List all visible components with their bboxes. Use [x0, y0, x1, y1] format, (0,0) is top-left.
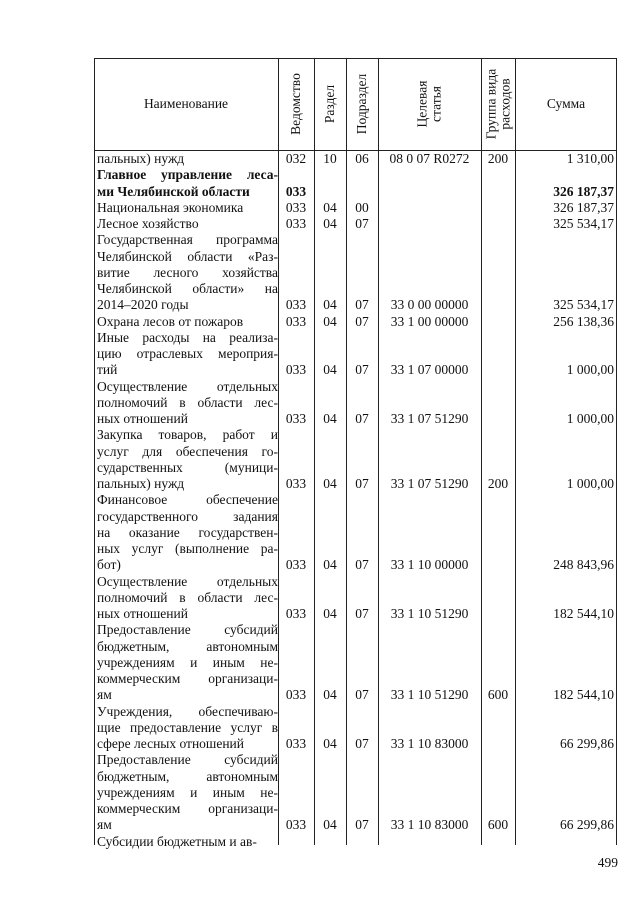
- row-vedomstvo: 033: [285, 199, 307, 215]
- row-vedomstvo: 033: [285, 411, 307, 426]
- row-vedomstvo: 033: [285, 297, 307, 313]
- row-podrazdel: 07: [355, 297, 369, 313]
- row-vedomstvo: 033: [285, 362, 307, 378]
- row-name-line: учреждениям и иным не-: [97, 654, 278, 670]
- row-podrazdel: 07: [355, 411, 369, 426]
- row-name-line: Осуществление отдельных: [97, 378, 278, 394]
- row-name-line: ми Челябинской области: [97, 183, 250, 199]
- row-vedomstvo: 033: [285, 557, 307, 573]
- row-name: [94, 492, 278, 573]
- row-razdel: 04: [323, 411, 337, 426]
- header-razdel: [314, 58, 346, 150]
- row-name-line: ных отношений: [97, 606, 188, 621]
- row-name-line: витие лесного хозяйства: [97, 264, 278, 280]
- table-row: [94, 167, 617, 200]
- row-name-line: цию отраслевых мероприя-: [97, 346, 278, 361]
- row-name: [94, 622, 278, 703]
- row-podrazdel: 07: [355, 687, 369, 703]
- budget-table: [94, 58, 617, 849]
- row-name: [94, 834, 278, 850]
- table-row: [94, 622, 617, 703]
- row-name-line: сфере лесных отношений: [97, 736, 244, 751]
- row-name-line: полномочий в области лес-: [97, 589, 278, 605]
- row-name-line: коммерческим организаци-: [97, 801, 278, 816]
- row-name-line: сударственных (муници-: [97, 459, 278, 475]
- header-name: Наименование: [143, 96, 229, 111]
- header-celevaya-label: [416, 81, 444, 128]
- row-podrazdel: 07: [355, 817, 369, 833]
- row-razdel: 04: [323, 216, 337, 231]
- row-podrazdel: 06: [355, 151, 369, 166]
- row-vedomstvo: 033: [285, 216, 307, 231]
- row-name-line: услуг для обеспечения го-: [97, 443, 278, 459]
- row-name-line: ных услуг (выполнение ра-: [97, 541, 278, 556]
- table-row: [94, 379, 617, 428]
- row-gruppa: 600: [487, 687, 509, 703]
- row-name-line: пальных) нужд: [97, 476, 185, 491]
- row-name: [94, 232, 278, 313]
- row-name: [94, 427, 278, 492]
- row-name-line: полномочий в области лес-: [97, 394, 278, 410]
- row-celevaya: 33 1 10 83000: [390, 736, 469, 751]
- row-celevaya: 33 1 10 51290: [390, 687, 469, 703]
- row-name: [94, 151, 278, 167]
- row-name-line: тий: [97, 362, 118, 378]
- row-name-line: бюджетным, автономным: [97, 638, 278, 654]
- row-summa: 66 299,86: [560, 817, 614, 833]
- row-name-line: пальных) нужд: [97, 151, 185, 166]
- row-razdel: 04: [323, 817, 337, 833]
- row-razdel: 04: [323, 313, 337, 329]
- table-row: [94, 216, 617, 232]
- row-summa: 256 138,36: [553, 313, 614, 329]
- row-name-line: Главное управление леса-: [97, 167, 278, 183]
- table-row: [94, 834, 617, 850]
- header-celevaya: [378, 58, 481, 150]
- header-podrazdel-label: Подраздел: [354, 73, 370, 135]
- row-razdel: 04: [323, 687, 337, 703]
- table-row: [94, 151, 617, 167]
- row-summa: 182 544,10: [553, 606, 614, 621]
- table-row: [94, 314, 617, 330]
- row-summa: 326 187,37: [553, 199, 614, 215]
- row-name-line: Охрана лесов от пожаров: [97, 313, 244, 329]
- row-name-line: Предоставление субсидий: [97, 752, 278, 768]
- header-podrazdel: [346, 58, 378, 150]
- table-row: [94, 232, 617, 313]
- row-vedomstvo: 033: [285, 606, 307, 621]
- row-podrazdel: 07: [355, 557, 369, 573]
- row-name: [94, 379, 278, 428]
- row-podrazdel: 07: [355, 216, 369, 231]
- row-vedomstvo: 033: [285, 313, 307, 329]
- row-summa: 325 534,17: [553, 216, 614, 231]
- row-summa: 1 310,00: [566, 151, 614, 166]
- row-celevaya: 33 1 07 51290: [390, 476, 469, 491]
- row-name-line: на оказание государствен-: [97, 524, 278, 540]
- row-name-line: государственного задания: [97, 508, 278, 524]
- row-razdel: 04: [323, 736, 337, 751]
- row-name-line: Субсидии бюджетным и ав-: [97, 833, 257, 849]
- row-name-line: Предоставление субсидий: [97, 622, 278, 638]
- row-name-line: Осуществление отдельных: [97, 573, 278, 589]
- page-number: 499: [597, 855, 618, 870]
- row-summa: 325 534,17: [553, 297, 614, 313]
- header-gruppa-line: Группа вида: [483, 68, 498, 140]
- row-razdel: 04: [323, 557, 337, 573]
- table-row: [94, 704, 617, 753]
- header-vedomstvo: [278, 58, 314, 150]
- row-podrazdel: 07: [355, 736, 369, 751]
- header-vedomstvo-label: Ведомство: [288, 73, 303, 135]
- header-celevaya-line: Целевая: [414, 80, 430, 128]
- row-podrazdel: 07: [355, 313, 369, 329]
- row-podrazdel: 07: [355, 362, 369, 378]
- header-razdel-label: Раздел: [322, 84, 337, 124]
- table-body: [94, 151, 617, 850]
- row-name-line: Лесное хозяйство: [97, 216, 199, 231]
- row-name-line: ных отношений: [97, 411, 188, 426]
- row-razdel: 04: [323, 362, 337, 378]
- row-celevaya: 08 0 07 R0272: [389, 151, 470, 166]
- row-celevaya: 33 0 00 00000: [390, 297, 469, 313]
- row-name-line: коммерческим организаци-: [97, 671, 278, 686]
- row-name-line: Иные расходы на реализа-: [97, 329, 278, 345]
- row-vedomstvo: 033: [285, 476, 307, 491]
- row-name-line: Национальная экономика: [97, 199, 244, 215]
- row-vedomstvo: 033: [285, 736, 307, 751]
- row-razdel: 04: [323, 606, 337, 621]
- row-name-line: ям: [97, 817, 112, 833]
- row-gruppa: 600: [487, 817, 509, 833]
- row-name-line: Финансовое обеспечение: [97, 492, 278, 508]
- row-summa: 248 843,96: [553, 557, 614, 573]
- row-podrazdel: 07: [355, 606, 369, 621]
- row-name: [94, 216, 278, 232]
- header-celevaya-line: статья: [428, 86, 444, 122]
- row-podrazdel: 07: [355, 476, 369, 491]
- row-razdel: 04: [323, 297, 337, 313]
- row-name: [94, 167, 278, 200]
- row-celevaya: 33 1 00 00000: [390, 313, 469, 329]
- table-row: [94, 200, 617, 216]
- row-summa: 326 187,37: [553, 183, 614, 199]
- row-name-line: Государственная программа: [97, 232, 278, 248]
- row-name-line: Челябинской области «Раз-: [97, 248, 278, 264]
- row-celevaya: 33 1 10 00000: [390, 557, 469, 573]
- row-razdel: 04: [323, 199, 337, 215]
- table-row: [94, 752, 617, 833]
- row-celevaya: 33 1 07 51290: [390, 411, 469, 426]
- row-name: [94, 574, 278, 623]
- row-summa: 182 544,10: [553, 687, 614, 703]
- row-name-line: 2014–2020 годы: [97, 297, 189, 313]
- row-name-line: щие предоставление услуг в: [97, 719, 278, 735]
- row-name-line: учреждениям и иным не-: [97, 784, 278, 800]
- row-name: [94, 200, 278, 216]
- row-celevaya: 33 1 10 83000: [390, 817, 469, 833]
- header-gruppa-line: расходов: [497, 78, 512, 130]
- row-summa: 1 000,00: [566, 362, 614, 378]
- row-name: [94, 752, 278, 833]
- row-name-line: Закупка товаров, работ и: [97, 427, 278, 443]
- header-gruppa: [481, 58, 515, 150]
- row-name-line: ям: [97, 687, 112, 703]
- row-name-line: Челябинской области» на: [97, 281, 278, 296]
- row-vedomstvo: 033: [285, 687, 307, 703]
- row-name-line: бот): [97, 557, 121, 573]
- row-celevaya: 33 1 10 51290: [390, 606, 469, 621]
- header-gruppa-label: [484, 69, 512, 140]
- row-name: [94, 314, 278, 330]
- row-summa: 66 299,86: [560, 736, 614, 751]
- row-gruppa: 200: [487, 476, 509, 491]
- row-gruppa: 200: [487, 151, 509, 166]
- row-summa: 1 000,00: [566, 411, 614, 426]
- row-razdel: 10: [323, 151, 337, 166]
- row-podrazdel: 00: [355, 199, 369, 215]
- row-vedomstvo: 033: [285, 183, 307, 199]
- row-name: [94, 704, 278, 753]
- header-summa: Сумма: [546, 96, 586, 111]
- table-row: [94, 492, 617, 573]
- row-celevaya: 33 1 07 00000: [390, 362, 469, 378]
- row-name: [94, 330, 278, 379]
- row-summa: 1 000,00: [566, 476, 614, 491]
- table-row: [94, 574, 617, 623]
- row-name-line: бюджетным, автономным: [97, 768, 278, 784]
- row-vedomstvo: 033: [285, 817, 307, 833]
- row-vedomstvo: 032: [285, 151, 307, 166]
- table-row: [94, 330, 617, 379]
- row-name-line: Учреждения, обеспечиваю-: [97, 703, 278, 719]
- table-row: [94, 427, 617, 492]
- row-razdel: 04: [323, 476, 337, 491]
